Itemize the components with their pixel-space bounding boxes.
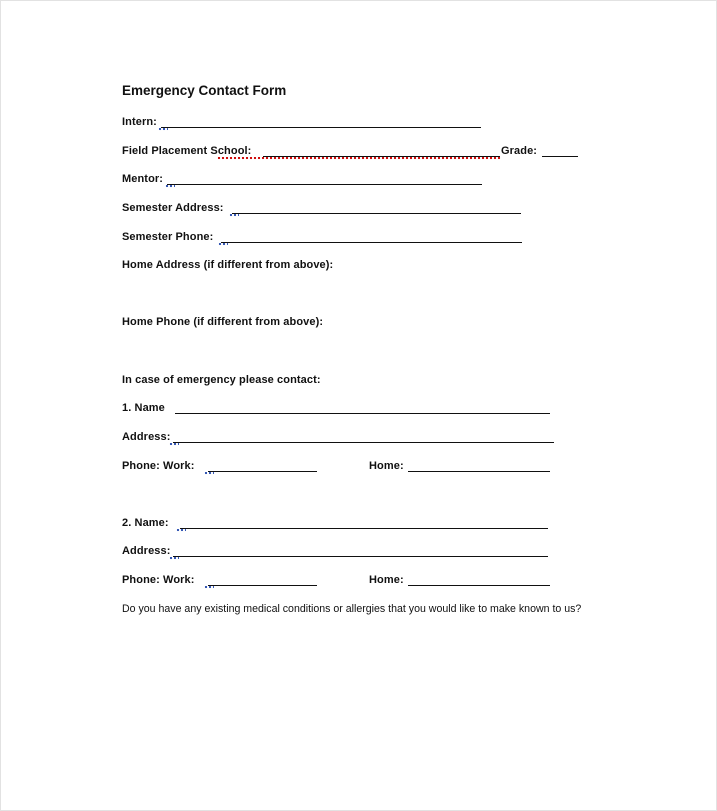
form-title: Emergency Contact Form <box>122 83 287 98</box>
spellcheck-mark <box>169 443 179 446</box>
spellcheck-mark <box>176 529 186 532</box>
contact-1-home-phone-field[interactable] <box>408 471 550 472</box>
spellcheck-mark <box>169 557 179 560</box>
semester-phone-label: Semester Phone: <box>122 231 214 243</box>
spellcheck-mark <box>158 128 168 131</box>
semester-address-label: Semester Address: <box>122 202 224 214</box>
contact-1-address-label: Address: <box>122 431 171 443</box>
spellcheck-mark <box>204 586 214 589</box>
grade-label: Grade: <box>501 145 538 157</box>
semester-address-field[interactable] <box>232 213 521 214</box>
spellcheck-mark <box>217 157 501 160</box>
spellcheck-mark <box>165 185 175 188</box>
contact-2-home-phone-field[interactable] <box>408 585 550 586</box>
contact-2-phone-label: Phone: Work: <box>122 574 195 586</box>
intern-label: Intern: <box>122 116 157 128</box>
contact-1-home-label: Home: <box>369 460 404 472</box>
emergency-prompt: In case of emergency please contact: <box>122 374 321 386</box>
school-label: Field Placement School: <box>122 145 252 157</box>
contact-2-work-phone-field[interactable] <box>208 585 317 586</box>
medical-answer-area[interactable] <box>122 621 622 791</box>
contact-2-address-label: Address: <box>122 545 171 557</box>
contact-2-name-field[interactable] <box>180 528 548 529</box>
contact-2-address-field[interactable] <box>173 556 548 557</box>
mentor-label: Mentor: <box>122 173 164 185</box>
contact-1-phone-label: Phone: Work: <box>122 460 195 472</box>
spellcheck-mark <box>229 214 239 217</box>
intern-field[interactable] <box>161 127 481 128</box>
contact-1-name-label: 1. Name <box>122 402 165 414</box>
mentor-field[interactable] <box>167 184 482 185</box>
contact-1-name-field[interactable] <box>175 413 550 414</box>
home-address-label: Home Address (if different from above): <box>122 259 334 271</box>
contact-2-name-label: 2. Name: <box>122 517 169 529</box>
medical-question: Do you have any existing medical conditions or allergies that you would like to make known to us? <box>122 603 582 615</box>
contact-2-home-label: Home: <box>369 574 404 586</box>
grade-field[interactable] <box>542 156 578 157</box>
spellcheck-mark <box>204 472 214 475</box>
spellcheck-mark <box>218 243 228 246</box>
home-phone-label: Home Phone (if different from above): <box>122 316 324 328</box>
semester-phone-field[interactable] <box>221 242 522 243</box>
contact-1-work-phone-field[interactable] <box>208 471 317 472</box>
contact-1-address-field[interactable] <box>173 442 554 443</box>
